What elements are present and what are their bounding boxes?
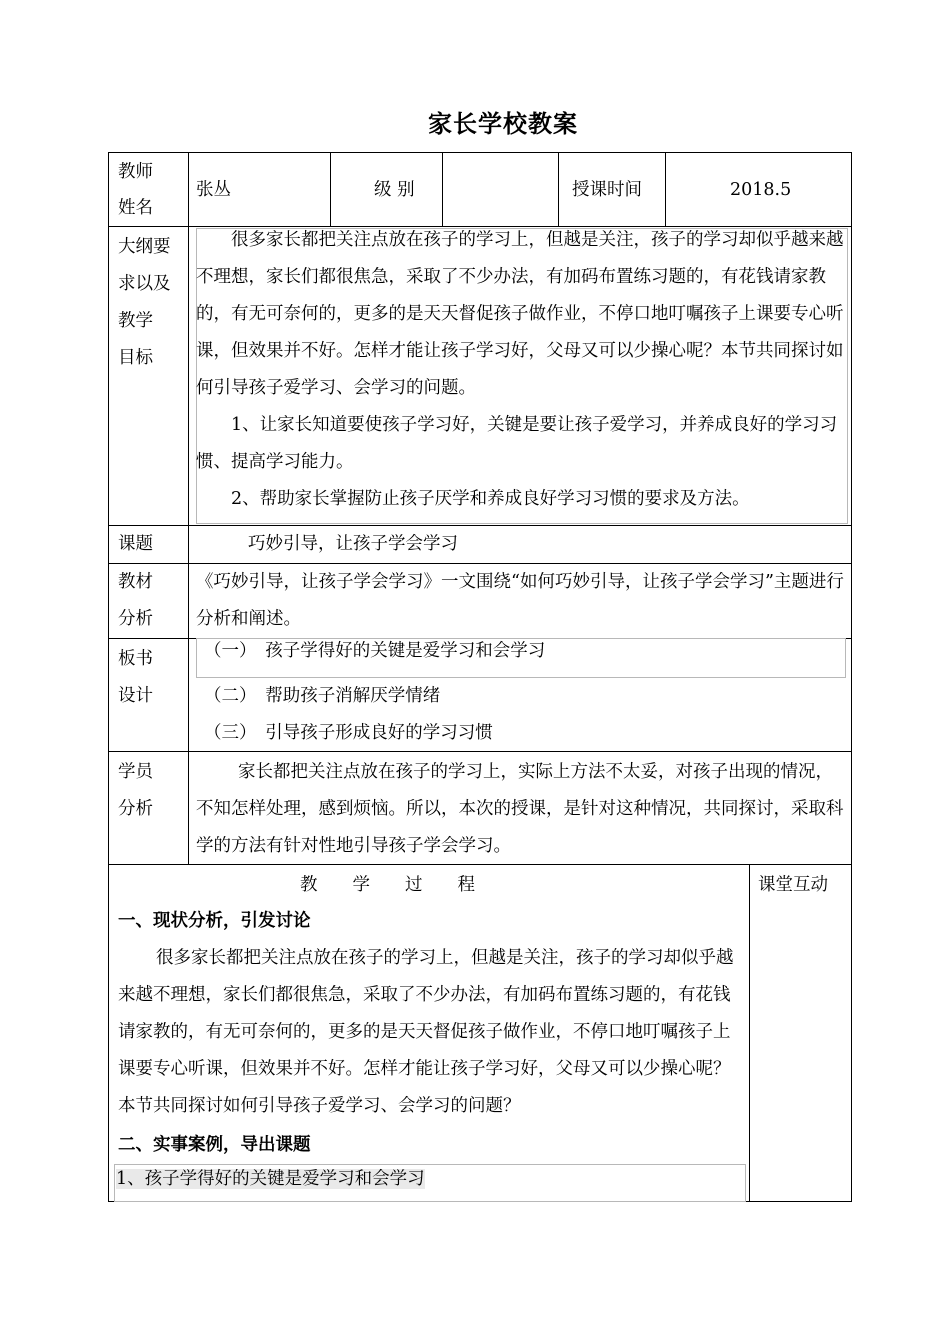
level-label: 级 别 — [374, 180, 415, 200]
process-heading: 教 学 过 程 — [300, 875, 475, 895]
case-item-1: 1、孩子学得好的关键是爱学习和会学习 — [116, 1169, 425, 1189]
interaction-label: 课堂互动 — [758, 875, 828, 895]
time-label: 授课时间 — [572, 180, 642, 200]
objectives-paragraph-3: 2、帮助家长掌握防止孩子厌学和养成良好学习习惯的要求及方法。 — [231, 489, 750, 509]
objectives-paragraph-2: 1、让家长知道要使孩子学习好，关键是要让孩子爱学习，并养成良好的学习习惯、提高学习能力。 — [196, 415, 838, 472]
material-label: 教材 — [118, 572, 153, 592]
material-label-line2: 分析 — [118, 609, 153, 629]
topic-value: 巧妙引导，让孩子学会学习 — [248, 534, 458, 554]
objectives-paragraph-1: 很多家长都把关注点放在孩子的学习上，但越是关注，孩子的学习却似乎越来越不理想，家长们都很焦急，采取了不少办法，有加码布置练习题的，有花钱请家教的，有无可奈何的，更多的是天天督促孩子做作业，不停口地叮嘱孩子上课要专心听课，但效果并不好。怎样才能让孩子学习好，父母又可以少操心呢？本节共同探讨如何引导孩子爱学习、会学习的问题。 — [196, 230, 844, 398]
objectives-label-1: 大纲要 — [118, 237, 171, 257]
teacher-name: 张丛 — [196, 180, 231, 200]
students-label-line2: 分析 — [118, 799, 153, 819]
time-value: 2018.5 — [730, 180, 792, 200]
board-label: 板书 — [118, 649, 153, 669]
board-item-1: （一） 孩子学得好的关键是爱学习和会学习 — [204, 641, 546, 661]
board-label-line2: 设计 — [118, 686, 153, 706]
document-title: 家长学校教案 — [428, 109, 578, 138]
topic-label: 课题 — [118, 534, 153, 554]
board-item-3: （三） 引导孩子形成良好的学习习惯 — [204, 723, 493, 743]
material-text: 《巧妙引导，让孩子学会学习》一文围绕“如何巧妙引导，让孩子学会学习”主题进行分析和阐述。 — [196, 572, 844, 629]
section-1-title: 一、现状分析，引发讨论 — [118, 911, 311, 931]
students-text: 家长都把关注点放在孩子的学习上，实际上方法不太妥，对孩子出现的情况，不知怎样处理，感到烦恼。所以，本次的授课，是针对这种情况，共同探讨，采取科学的方法有针对性地引导孩子学会学习。 — [196, 762, 844, 856]
teacher-label: 教师 — [118, 162, 153, 182]
teacher-label-line2: 姓名 — [118, 198, 153, 218]
board-item-2: （二） 帮助孩子消解厌学情绪 — [204, 686, 441, 706]
objectives-label-4: 目标 — [118, 348, 153, 368]
section-2-title: 二、实事案例，导出课题 — [118, 1135, 311, 1155]
students-label: 学员 — [118, 762, 153, 782]
objectives-label-3: 教学 — [118, 311, 153, 331]
section-1-text: 很多家长都把关注点放在孩子的学习上，但越是关注，孩子的学习却似乎越来越不理想，家长们都很焦急，采取了不少办法，有加码布置练习题的，有花钱请家教的，有无可奈何的，更多的是天天督促孩子做作业，不停口地叮嘱孩子上课要专心听课，但效果并不好。怎样才能让孩子学习好，父母又可以少操心呢？本节共同探讨如何引导孩子爱学习、会学习的问题？ — [118, 948, 734, 1116]
objectives-label-2: 求以及 — [118, 274, 171, 294]
